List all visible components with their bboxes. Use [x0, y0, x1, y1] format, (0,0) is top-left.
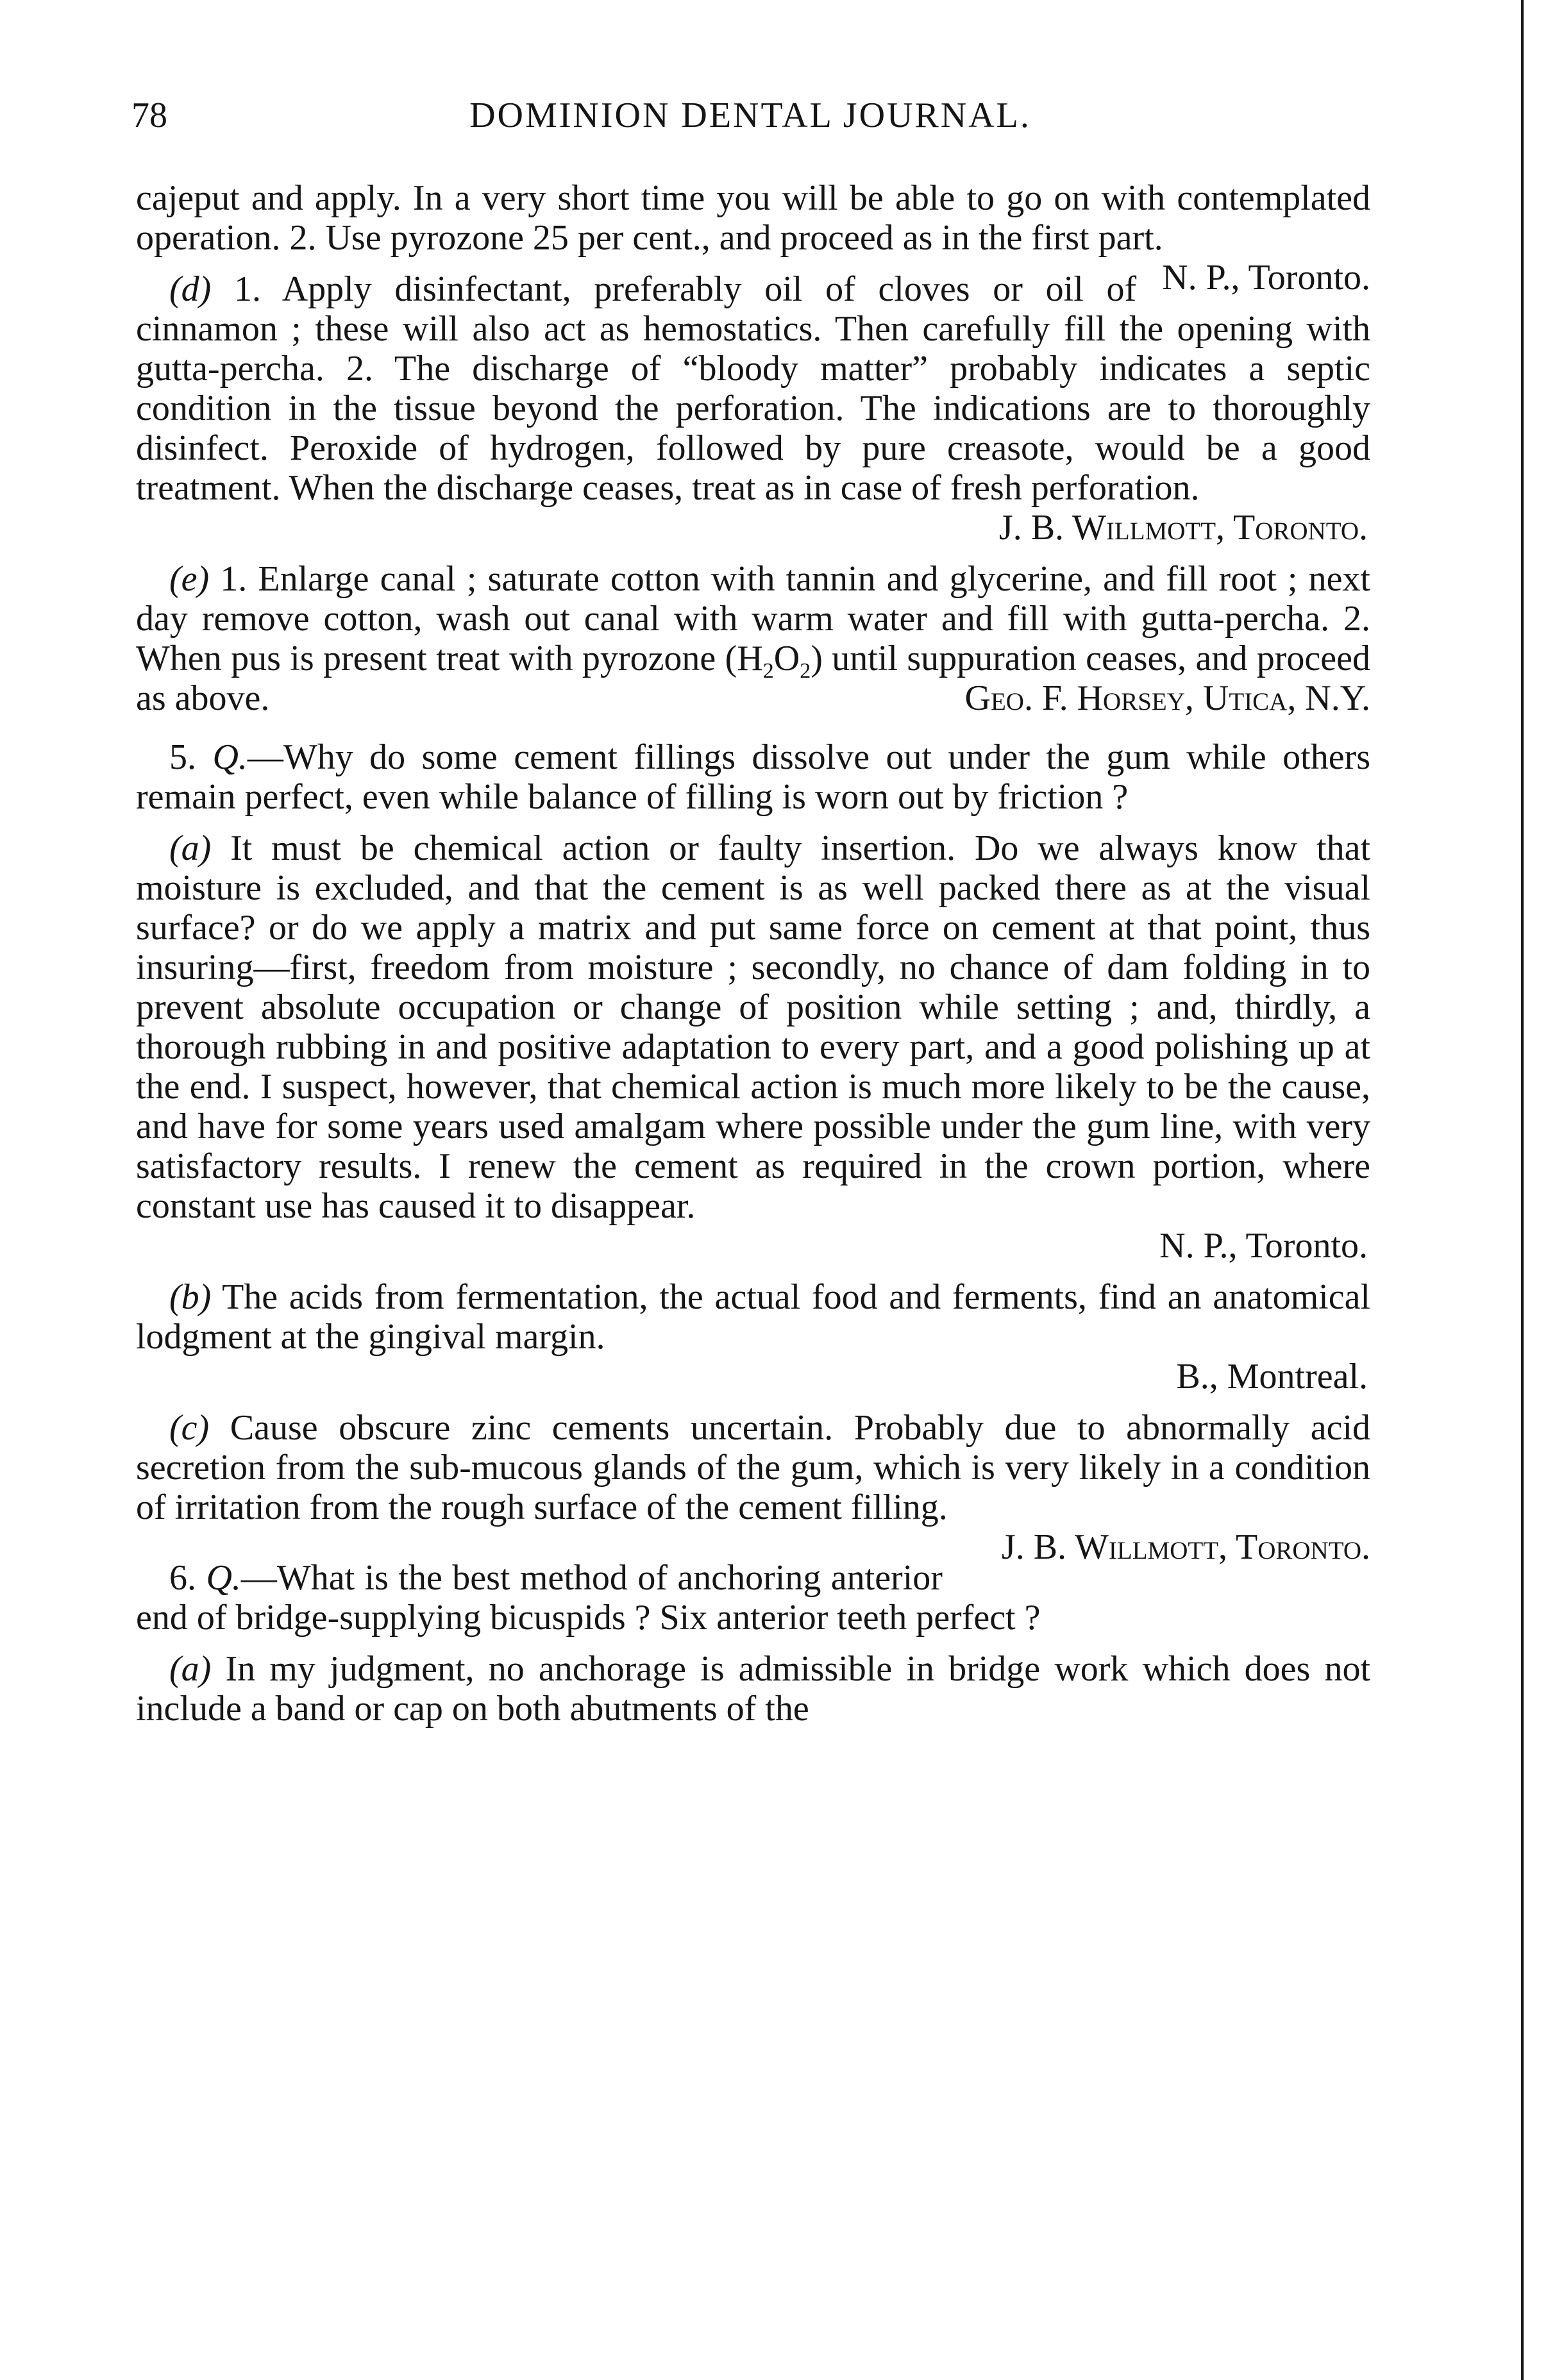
answer-e-label: (e): [169, 559, 210, 599]
answer-c-signature: N. P., Toronto.: [1162, 258, 1370, 298]
answer-e-text-part1: 1. Enlarge canal ; saturate cotton with tannin and glycerine, and fill root ; next day remove cotton, wash out canal with warm water and fill with gutta-percha. 2. When pus is present treat with pyrozone (H: [136, 559, 1370, 678]
question-6: [136, 1558, 1370, 1638]
answer-e-text-part3: ) until suppuration ceases, and proceed as above.: [136, 639, 1370, 718]
answer-e-text-part2: O: [773, 639, 800, 678]
article-body: [136, 178, 1370, 1729]
answer-e: [136, 559, 1370, 718]
page-number: 78: [131, 96, 167, 135]
question-5-answer-b: [136, 1277, 1370, 1357]
question-5-answer-b-signature: B., Montreal.: [1176, 1357, 1368, 1396]
question-6-answer-a: [136, 1649, 1370, 1729]
answer-d-signature: J. B. Willmott, Toronto.: [998, 508, 1368, 548]
answer-d-label: (d): [169, 269, 212, 309]
question-5-number: 5.: [169, 737, 196, 777]
question-6-label: Q.: [206, 1558, 241, 1598]
question-5-answer-a-signature: N. P., Toronto.: [1159, 1226, 1368, 1266]
question-5-answer-a-text: It must be chemical action or faulty insertion. Do we always know that moisture is excluded, and that the cement is as well packed there as at the visual surface? or do we apply a matrix and put same force on cement at that point, thus insuring—first, freedom from moisture ; secondly, no chance of dam folding in to prevent absolute occupation or change of position while setting ; and, thirdly, a thorough rubbing in and positive adaptation to every part, and a good polishing up at the end. I suspect, however, that chemical action is much more likely to be the cause, and have for some years used amalgam where possible under the gum line, with very satisfactory results. I renew the cement as required in the crown portion, where constant use has caused it to disappear.: [136, 828, 1371, 1226]
journal-title: DOMINION DENTAL JOURNAL.: [469, 96, 1031, 135]
question-5-text: —Why do some cement fillings dissolve out under the gum while others remain perfect, even while balance of filling is worn out by friction ?: [136, 737, 1370, 817]
question-5-answer-c-text: Cause obscure zinc cements uncertain. Probably due to abnormally acid secretion from the sub-mucous glands of the gum, which is very likely in a condition of irritation from the rough surface of the cement filling.: [136, 1408, 1371, 1527]
question-5: [136, 737, 1370, 817]
answer-e-subscript-2: 2: [800, 659, 811, 683]
answer-c-continued: [136, 178, 1370, 298]
question-5-answer-b-text: The acids from fermentation, the actual food and ferments, find an anatomical lodgment at the gingival margin.: [136, 1277, 1370, 1357]
question-6-text: —What is the best method of anchoring anterior end of bridge-supplying bicuspids ? Six anterior teeth perfect ?: [136, 1558, 1041, 1638]
question-5-label: Q.: [212, 737, 248, 777]
question-6-number: 6.: [169, 1558, 196, 1598]
question-5-answer-c-signature: J. B. Willmott, Toronto.: [1001, 1527, 1370, 1567]
page-edge-rule: [1521, 0, 1524, 2380]
question-5-answer-a-label: (a): [169, 828, 212, 868]
question-5-answer-c-label: (c): [169, 1408, 210, 1448]
answer-e-signature: Geo. F. Horsey, Utica, N.Y.: [964, 678, 1370, 718]
answer-c-text: cajeput and apply. In a very short time you will be able to go on with contemplated operation. 2. Use pyrozone 25 per cent., and proceed as in the first part.: [136, 178, 1370, 258]
question-6-answer-a-text: In my judgment, no anchorage is admissible in bridge work which does not include a band or cap on both abutments of the: [136, 1649, 1370, 1729]
question-5-answer-c: [136, 1408, 1371, 1567]
question-5-answer-a: [136, 828, 1370, 1226]
answer-d: [136, 269, 1370, 508]
question-5-answer-b-label: (b): [169, 1277, 212, 1317]
answer-e-subscript-1: 2: [762, 659, 774, 683]
answer-d-text: 1. Apply disinfectant, preferably oil of cloves or oil of cinnamon ; these will also act as hemostatics. Then carefully fill the opening with gutta-percha. 2. The discharge of “bloody matter” probably indicates a septic condition in the tissue beyond the perforation. The indications are to thoroughly disinfect. Peroxide of hydrogen, followed by pure creasote, would be a good treatment. When the discharge ceases, treat as in case of fresh perforation.: [136, 269, 1370, 508]
question-6-answer-a-label: (a): [169, 1649, 212, 1689]
running-head: [131, 95, 1369, 153]
